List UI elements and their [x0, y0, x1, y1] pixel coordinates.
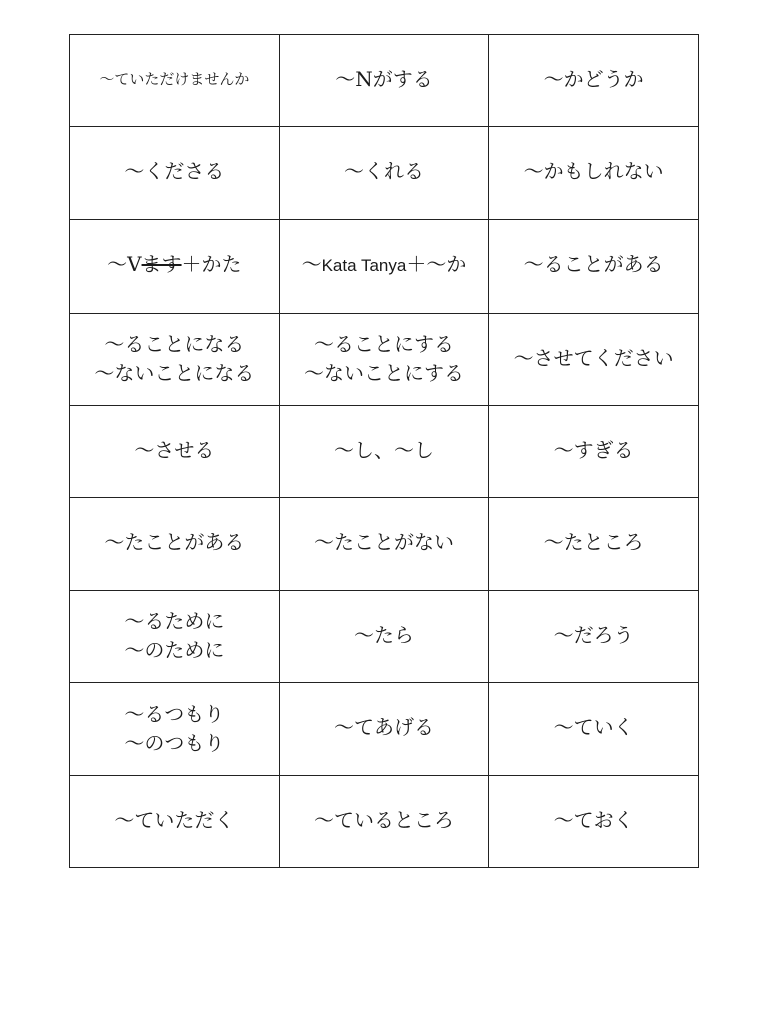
grammar-card-grid [69, 34, 699, 868]
grammar-card-text: 〜るつもり [124, 701, 225, 726]
grammar-card-text: 〜たら [353, 622, 414, 647]
grammar-card-text: 〜ていただけませんか [99, 70, 250, 88]
grammar-card [489, 35, 699, 127]
grammar-card [70, 683, 280, 775]
grammar-card [279, 406, 489, 498]
grammar-card-text: 〜させてください [513, 345, 674, 370]
grammar-card-text-part: Kata Tanya [321, 255, 407, 275]
grammar-card-text: 〜くださる [124, 159, 225, 184]
grammar-card-text-part: 〜V [107, 251, 142, 276]
grammar-card-text: 〜ておく [553, 807, 634, 832]
grammar-card-text: 〜かどうか [543, 67, 644, 91]
grammar-card [70, 219, 280, 313]
grammar-card [489, 683, 699, 775]
grammar-card-text: 〜ることがある [523, 251, 664, 276]
grammar-card-text: 〜ることにする [313, 332, 454, 357]
grammar-card-text: 〜ているところ [313, 807, 454, 832]
grammar-card [279, 683, 489, 775]
grammar-card-text: 〜ないことになる [94, 361, 255, 386]
grammar-card-text: 〜ることになる [104, 332, 245, 357]
grid-row [70, 219, 699, 313]
grammar-card-text: 〜し、〜し [333, 438, 434, 463]
grammar-card-text: 〜てあげる [333, 715, 434, 740]
grid-row [70, 498, 699, 590]
grammar-card-text-part: ＋かた [181, 251, 242, 276]
grammar-card [279, 498, 489, 590]
grammar-card-text: 〜ていく [553, 715, 634, 740]
grammar-card [489, 127, 699, 219]
grammar-card-text [70, 250, 279, 279]
grammar-card [70, 498, 280, 590]
grammar-card-text: 〜くれる [343, 159, 424, 184]
grammar-card-text: 〜Nがする [335, 67, 433, 91]
grid-row [70, 313, 699, 405]
grid-row [70, 775, 699, 867]
grammar-card [70, 406, 280, 498]
grammar-card [279, 219, 489, 313]
grammar-card [489, 590, 699, 682]
grammar-card-text-part: ＋〜か [406, 251, 467, 276]
grammar-card [70, 127, 280, 219]
grid-row [70, 35, 699, 127]
grammar-card-text: 〜ていただく [114, 807, 235, 832]
grammar-card [489, 219, 699, 313]
grammar-card [70, 775, 280, 867]
grammar-card [279, 775, 489, 867]
grammar-card-text: 〜だろう [553, 622, 634, 647]
grammar-card [279, 35, 489, 127]
grammar-card-grid-body [70, 35, 699, 868]
grid-row [70, 127, 699, 219]
grammar-card-text-part: 〜 [301, 251, 322, 276]
grid-row [70, 406, 699, 498]
grid-row [70, 683, 699, 775]
grammar-card-text: 〜ないことにする [303, 361, 464, 386]
grammar-card [489, 498, 699, 590]
grammar-card [489, 775, 699, 867]
grammar-card-text: 〜のために [124, 638, 225, 663]
grammar-card-text: 〜すぎる [553, 438, 634, 463]
grammar-card [279, 313, 489, 405]
grammar-card-text: 〜るために [124, 609, 225, 634]
grammar-card [279, 127, 489, 219]
grammar-card-text: 〜たことがない [313, 530, 454, 555]
grammar-card [70, 35, 280, 127]
grammar-card-text [280, 250, 489, 280]
grammar-card-text: 〜のつもり [124, 730, 225, 755]
struck-text: ます [141, 251, 182, 276]
grammar-card [489, 406, 699, 498]
grammar-card-text: 〜たことがある [104, 530, 245, 555]
grammar-card-text: 〜かもしれない [523, 159, 664, 184]
grammar-card [489, 313, 699, 405]
grammar-card-text: 〜たところ [543, 530, 644, 555]
grammar-card [70, 313, 280, 405]
grid-row [70, 590, 699, 682]
grammar-card [70, 590, 280, 682]
grammar-card [279, 590, 489, 682]
grammar-card-text: 〜させる [134, 438, 215, 463]
